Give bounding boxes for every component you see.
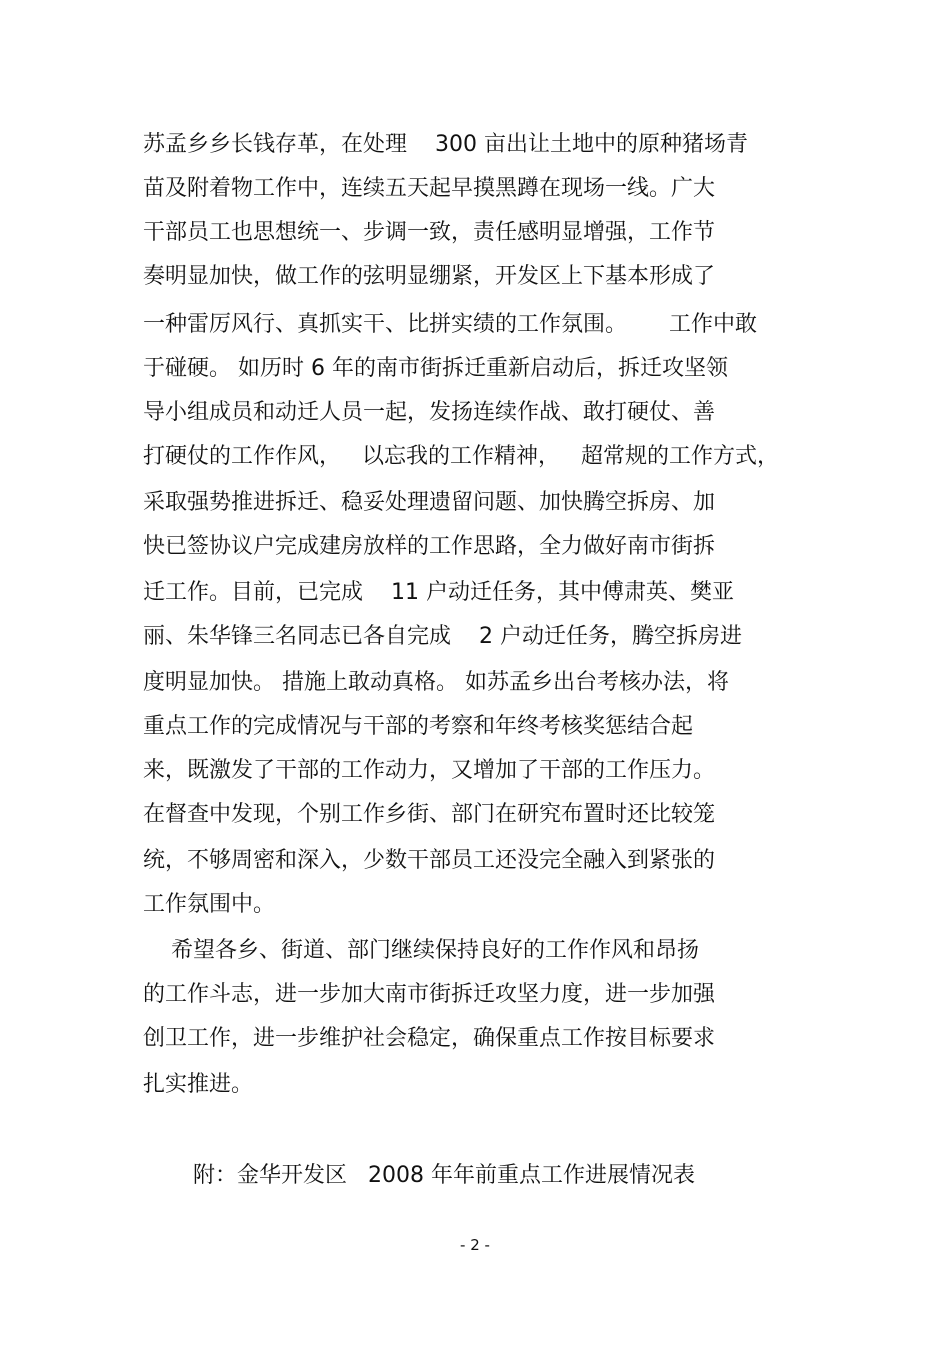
text-line: 度明显加快。 措施上敢动真格。 如苏孟乡出台考核办法，将: [143, 670, 729, 695]
text-line: 一种雷厉风行、真抓实干、比拼实绩的工作氛围。 工作中敢: [143, 312, 757, 337]
text-line: 创卫工作，进一步维护社会稳定，确保重点工作按目标要求: [143, 1026, 716, 1051]
text-line: 苏孟乡乡长钱存革，在处理 300 亩出让土地中的原种猪场青: [143, 132, 748, 157]
text-line: 采取强势推进拆迁、稳妥处理遗留问题、加快腾空拆房、加: [143, 490, 716, 515]
text-line: 奏明显加快，做工作的弦明显绷紧，开发区上下基本形成了: [143, 264, 716, 289]
text-line: 打硬仗的工作作风， 以忘我的工作精神， 超常规的工作方式，: [143, 444, 779, 469]
appendix-note: 附：金华开发区 2008 年年前重点工作进展情况表: [193, 1163, 695, 1188]
text-line: 干部员工也思想统一、步调一致，责任感明显增强，工作节: [143, 220, 716, 245]
text-line: 于碰硬。 如历时 6 年的南市街拆迁重新启动后，拆迁攻坚领: [143, 356, 728, 381]
text-line: 工作氛围中。: [143, 892, 276, 917]
text-line: 苗及附着物工作中，连续五天起早摸黑蹲在现场一线。广大: [143, 176, 716, 201]
text-line: 扎实推进。: [143, 1072, 254, 1097]
text-line: 希望各乡、街道、部门继续保持良好的工作作风和昂扬: [143, 938, 699, 963]
text-line: 导小组成员和动迁人员一起，发扬连续作战、敢打硬仗、善: [143, 400, 716, 425]
text-line: 迁工作。目前，已完成 11 户动迁任务，其中傅肃英、樊亚: [143, 580, 734, 605]
text-line: 丽、朱华锋三名同志已各自完成 2 户动迁任务，腾空拆房进: [143, 624, 742, 649]
page-number: - 2 -: [460, 1236, 490, 1254]
text-line: 在督查中发现，个别工作乡街、部门在研究布置时还比较笼: [143, 802, 716, 827]
text-line: 来，既激发了干部的工作动力，又增加了干部的工作压力。: [143, 758, 716, 783]
text-line: 的工作斗志，进一步加大南市街拆迁攻坚力度，进一步加强: [143, 982, 716, 1007]
text-line: 重点工作的完成情况与干部的考察和年终考核奖惩结合起: [143, 714, 694, 739]
text-line: 统，不够周密和深入，少数干部员工还没完全融入到紧张的: [143, 848, 716, 873]
text-line: 快已签协议户完成建房放样的工作思路，全力做好南市街拆: [143, 534, 716, 559]
